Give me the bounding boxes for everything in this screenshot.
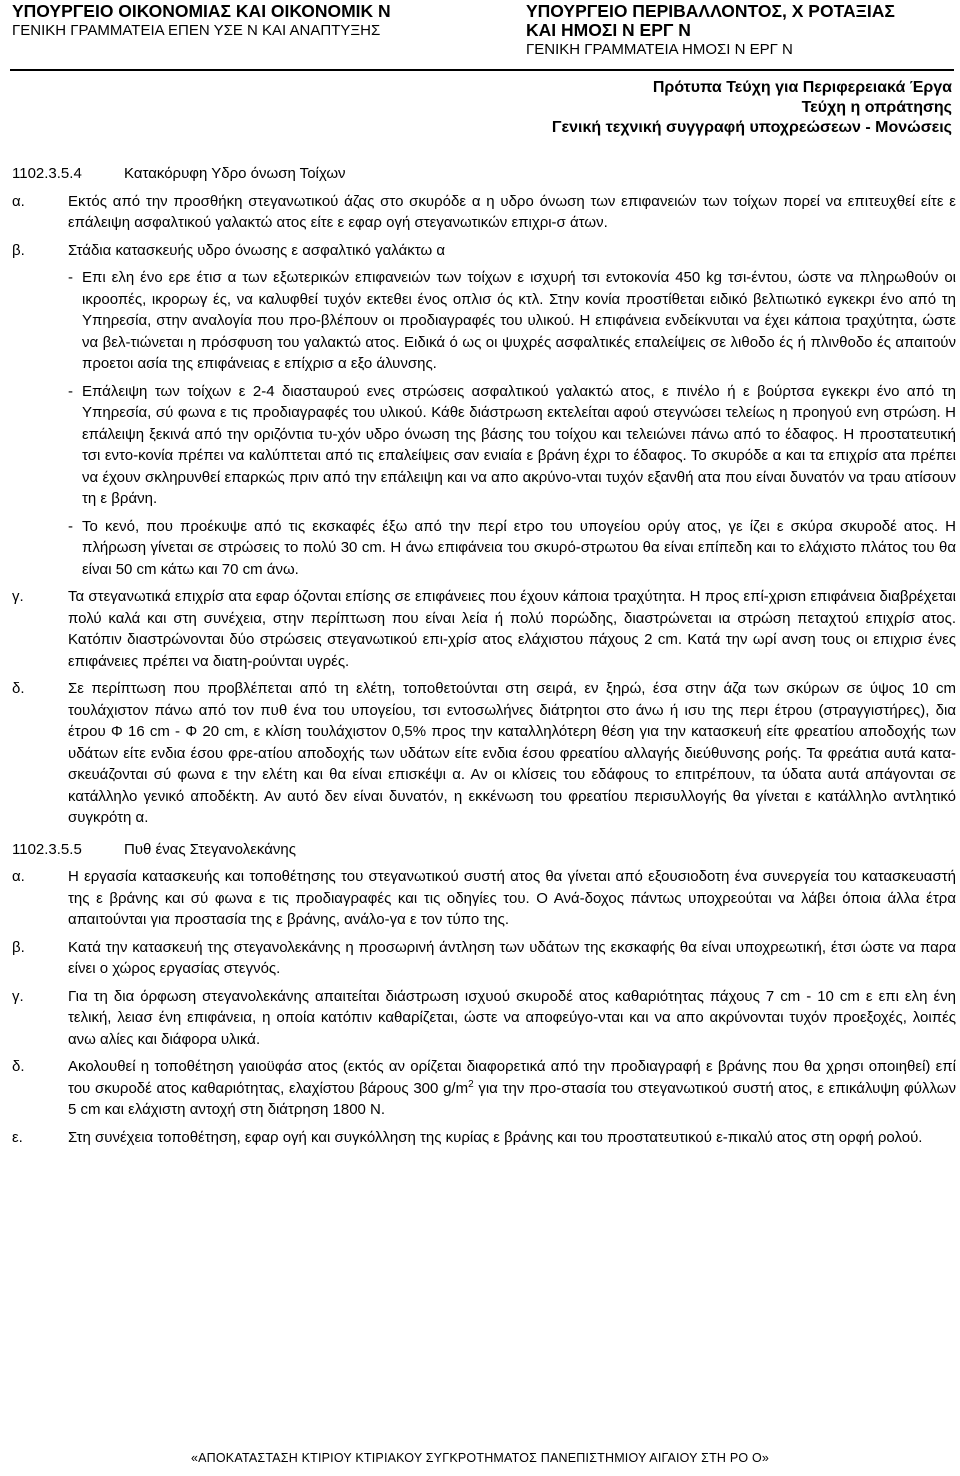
paragraph-label: α.: [12, 868, 25, 885]
paragraph-c: [12, 986, 956, 1051]
page-footer: «ΑΠΟΚΑΤΑΣΤΑΣΗ ΚΤΙΡΙΟΥ ΚΤΙΡΙΑΚΟΥ ΣΥΓΚΡΟΤΗΜΑΤΟΣ ΠΑΝΕΠΙΣΤΗΜΙΟΥ ΑΙΓΑΙΟΥ ΣΤΗ ΡΟ Ο»: [190, 1451, 770, 1465]
list-item-text: Το κενό, που προέκυψε από τις εκσκαφές έξω από την περί ετρο του υπογείου ορύγ ατος, γε ίζει ε σκύρα σκυροδέ ατος. Η πλήρωση γίνεται σε στρώσεις το πολύ 30 cm. Η άνω επιφάνεια του σκυρό-στρωτου θα είναι επίπεδη και το ελάχιστο πλάτος του θα είναι 50 cm κάτω και 70 cm άνω.: [82, 517, 956, 578]
dash-bullet: -: [68, 517, 73, 535]
paragraph-d: [12, 1056, 956, 1121]
paragraph-c: [12, 586, 956, 672]
document-body: [12, 163, 956, 1148]
list-item: [12, 516, 956, 581]
paragraph-label: γ.: [12, 987, 24, 1005]
page-header: [0, 0, 960, 72]
header-divider: [10, 69, 954, 71]
paragraph-label: α.: [12, 192, 25, 210]
section-number: 1102.3.5.5: [12, 840, 82, 858]
section-heading: [12, 839, 956, 861]
paragraph-text: Στη συνέχεια τοποθέτηση, εφαρ ογή και συγκόλληση της κυρίας ε βράνης και του προστατευτικού ε-πικαλύ ατος στη ορφή ρολού.: [68, 1128, 923, 1146]
list-item-text: Επι ελη ένο ερε έτισ α των εξωτερικών επιφανειών των τοίχων ε ισχυρή τσι εντοκονία 450 kg τσι-έντου, ώστε να πληρωθούν οι ικροοπές, ικρορωγ ές, να καλυφθεί τυχόν εκτεθει ένος οπλισ ός κτλ. Στην κονία προστίθεται ειδικό βελτιωτικό εγκεκρι ένο από τη Υπηρεσία, στην αναλογία που προ-βλέπουν οι προδιαγραφές του υλικού. Η επιφάνεια ενδείκνυται να έχει κάποια τραχύτητα, ώστε να βελ-τιώνεται η πρόσφυση του γαλακτώ ατος. Ειδικά ό ως οι ψυχρές ασφαλτικές επαλείψεις σε λιθοδο ές ή πλινθοδο ές απαιτούν προετοι ασία της επιφάνειας ε επίχρισ α εξο άλυνσης.: [82, 269, 956, 372]
superscript: 2: [468, 1078, 474, 1090]
paragraph-label: ε.: [12, 1128, 23, 1146]
secretariat-investments: ΓΕΝΙΚΗ ΓΡΑΜΜΑΤΕΙΑ ΕΠΕΝ ΥΣΕ Ν ΚΑΙ ΑΝΑΠΤΥΞΗΣ: [12, 22, 381, 39]
paragraph-label: γ.: [12, 588, 24, 605]
secretariat-public-works: ΓΕΝΙΚΗ ΓΡΑΜΜΑΤΕΙΑ ΗΜΟΣΙ Ν ΕΡΓ Ν: [526, 41, 793, 58]
list-item: [12, 267, 956, 375]
dash-bullet: -: [68, 382, 73, 400]
paragraph-e: [12, 1127, 956, 1149]
section-number: 1102.3.5.4: [12, 165, 82, 182]
header-right: [526, 2, 895, 60]
paragraph-text: Για τη δια όρφωση στεγανολεκάνης απαιτείται διάστρωση ισχυού σκυροδέ ατος καθαριότητας πάχους 7 cm - 10 cm ε επι ελη ένη τελική, λειασ ένη επιφάνεια, η οποία κατόπιν καθαρίζεται, ώστε να αποφεύγο-νται και να απο ακρύνονται τυχόν προεξοχές, λοιπές ανω αλίες και διάφορα υλικά.: [68, 987, 956, 1048]
paragraph-b: [12, 937, 956, 980]
paragraph-a: [12, 866, 956, 931]
doc-title-tender-docs: Τεύχη η οπράτησης: [801, 99, 952, 116]
paragraph-b: [12, 240, 956, 262]
paragraph-label: δ.: [12, 1058, 25, 1075]
dash-bullet: -: [68, 269, 73, 286]
paragraph-text: Στάδια κατασκευής υδρο όνωσης ε ασφαλτικό γαλάκτω α: [68, 241, 446, 259]
paragraph-text: Η εργασία κατασκευής και τοποθέτησης του στεγανωτικού συστή ατος θα γίνεται από εξουσιοδοτη ένα συνεργεία του κατασκευαστή της ε βράνης και σύ φωνα ε τις προδιαγραφές και τις οδηγίες του. Ο Ανά-δοχος πάντως υποχρεούται να λάβει όποια άλλα έτρα απαιτούνται για προστασία της ε βράνης, ανάλο-γα ε τον τύπο της.: [68, 868, 956, 928]
ministry-economy-title: ΥΠΟΥΡΓΕΙΟ ΟΙΚΟΝΟΜΙΑΣ ΚΑΙ ΟΙΚΟΝΟΜΙΚ Ν: [12, 1, 391, 21]
ministry-environment-title: ΥΠΟΥΡΓΕΙΟ ΠΕΡΙΒΑΛΛΟΝΤΟΣ, Χ ΡΟΤΑΞΙΑΣ: [526, 1, 895, 21]
paragraph-a: [12, 191, 956, 234]
paragraph-d: [12, 678, 956, 829]
paragraph-text-part2: για την προ-στασία του στεγανωτικού συστή ατος, ε επικάλυψη φύλλων 5 cm και ελάχιστη αντοχή στη διάτρηση 1800 N.: [68, 1079, 956, 1118]
doc-title-specification: Γενική τεχνική συγγραφή υποχρεώσεων - Μονώσεις: [551, 119, 952, 136]
paragraph-text-part1: Ακολουθεί η τοποθέτηση γαιοϋφάσ ατος (εκτός αν ορίζεται διαφορετικά από την προδιαγραφή ε βράνης που θα χρησι οποιηθεί) επί του σκυροδέ ατος καθαριότητας, ελαχίστου βάρους 300 g/m: [68, 1058, 956, 1097]
paragraph-label: β.: [12, 241, 25, 259]
paragraph-text: Σε περίπτωση που προβλέπεται από τη ελέτη, τοποθετούνται στη σειρά, εν ξηρώ, έσα στην άζα των σκύρων σε ύψος 10 cm τουλάχιστον πάνω από τον πυθ ένα του υπογείου, τσι εντοσωλήνες διάτρητοι στο άνω ή ισυ της περι έτρου (στραγγιστήρες), δια έτρου Φ 16 cm - Φ 20 cm, ε κλίση τουλάχιστον 0,5% προς την καταλληλότερη θέση για την κατασκευή είτε φρεατίου αποδοχής των υδάτων είτε ενδια έσου φρε-ατίου αποδοχής των υδάτων είτε ενδια έσου φρεατίου αλλαγής διεύθυνσης ροής. Τα φρεάτια αυτά κατα-σκευάζονται σύ φωνα ε την ελέτη και θα είναι επισκέψι α. Αν οι κλίσεις του εδάφους το επιτρέπουν, τα ύδατα αυτά απάγονται σε κατάλληλο γενικό αποδέκτη. Αν αυτό δεν είναι δυνατόν, η εκκένωση του φρεατίου περισυλλογής θα γίνεται ε κατάλληλο αντλητικό συγκρότη α.: [68, 680, 956, 826]
section-heading: [12, 163, 956, 185]
header-left: [12, 2, 391, 41]
list-item-text: Επάλειψη των τοίχων ε 2-4 διασταυρού ενες στρώσεις ασφαλτικού γαλακτώ ατος, ε πινέλο ή ε βούρτσα εγκεκρι ένο από τη Υπηρεσία, σύ φωνα ε τις προδιαγραφές του υλικού. Κάθε διάστρωση εκτελείται αφού στεγνώσει τελείως η προηγού ενη στρώση. Η επάλειψη ξεκινά από την οριζόντια τυ-χόν υδρο όνωση της βάσης του τοίχου και τελειώνει πάνω από το έδαφος. Η προστατευτική τσι εντο-κονία πρέπει να καλύπτεται από τις επαλείψεις σαν ενιαία ε βράνη έχρι το έδαφος. Το σκυρόδε α και τα επιχρίσ ατα πρέπει να έχουν σκληρυνθεί επαρκώς πριν από την επάλειψη και να απο ακρύνο-νται τυχόν εξανθή ατα που είναι δυνατόν να τραυ ατίσουν τη ε βράνη.: [82, 382, 956, 507]
paragraph-text: Κατά την κατασκευή της στεγανολεκάνης η προσωρινή άντληση των υδάτων της εκσκαφής θα είναι υποχρεωτική, έτσι ώστε να παρα είνει ο χώρος εργασίας στεγνός.: [68, 938, 956, 977]
paragraph-text: Τα στεγανωτικά επιχρίσ ατα εφαρ όζονται επίσης σε επιφάνειες που έχουν κάποια τραχύτητα. Η προς επί-χρισn επιφάνεια διαβρέχεται πολύ καλά και στη συνέχεια, στην περίπτωση που είναι λεία ή πολύ πορώδης, διαστρώνεται ια στρώση πεταχτού επιχρίσ ατος. Κατόπιν διαστρώνονται δύο στρώσεις στεγανωτικού επι-χρίσ ατος ελάχιστου πάχους 2 cm. Κατά την ωρί ανση τους οι επιχρισ ένες επιφάνειες πρέπει να διατη-ρούνται υγρές.: [68, 588, 956, 670]
doc-title-standards: Πρότυπα Τεύχη για Περιφερειακά Έργα: [652, 79, 952, 96]
document-titles: [552, 78, 952, 138]
section-title: Πυθ ένας Στεγανολεκάνης: [124, 840, 296, 858]
section-title: Κατακόρυφη Υδρο όνωση Τοίχων: [124, 165, 346, 182]
ministry-public-works-title: ΚΑΙ ΗΜΟΣΙ Ν ΕΡΓ Ν: [526, 20, 691, 40]
list-item: [12, 381, 956, 510]
paragraph-label: δ.: [12, 680, 25, 697]
paragraph-label: β.: [12, 938, 25, 956]
paragraph-text: Εκτός από την προσθήκη στεγανωτικού άζας στο σκυρόδε α η υδρο όνωση των επιφανειών των τοίχων πορεί να επιτευχθεί είτε ε επάλειψη ασφαλτικού γαλακτώ ατος είτε ε εφαρ ογή στεγανωτικών επιχρι-σ άτων.: [68, 192, 956, 231]
